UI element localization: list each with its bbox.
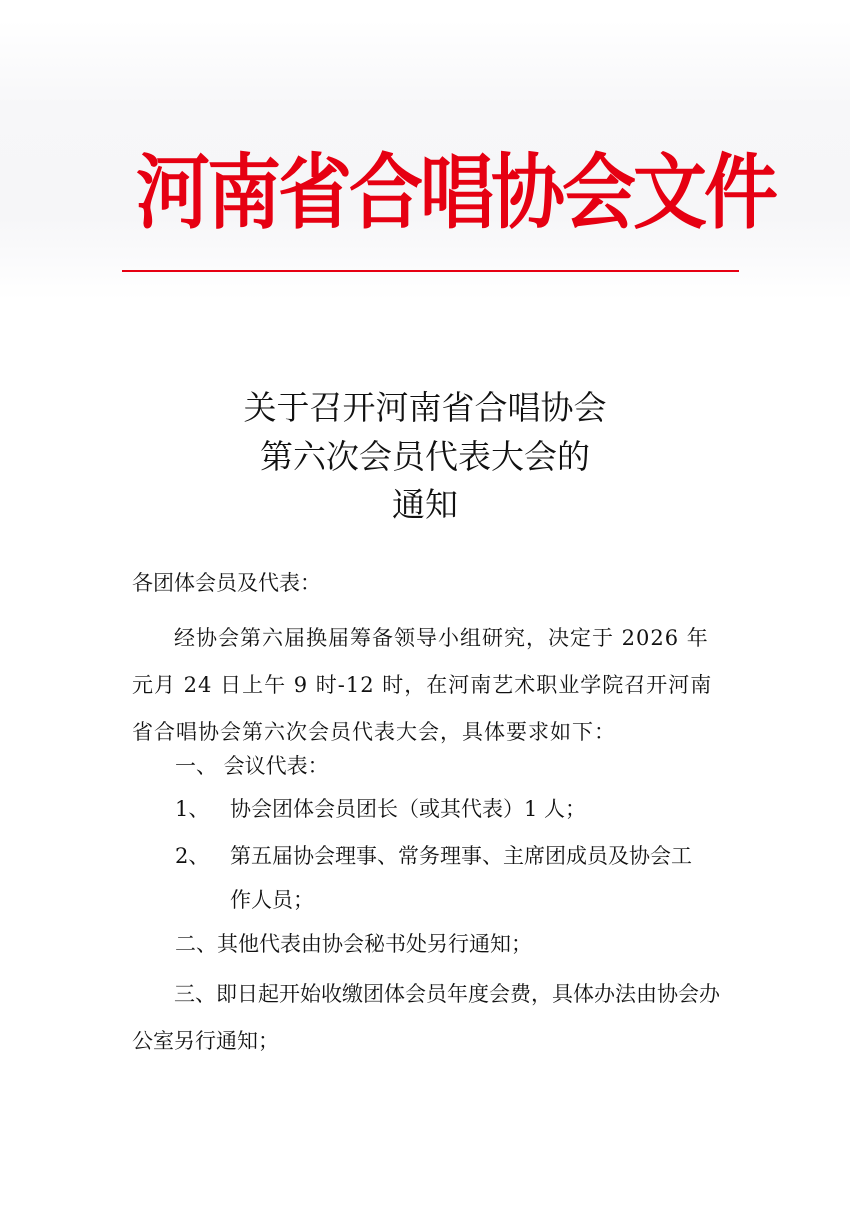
list-item xyxy=(175,841,692,871)
notice-title-line-3: 通知 xyxy=(392,485,458,524)
list-item-text: 第五届协会理事、常务理事、主席团成员及协会工 xyxy=(230,844,692,868)
section-2-text: 二、其他代表由协会秘书处另行通知； xyxy=(175,932,532,956)
list-item-text: 协会团体会员团长（或其代表）1 人； xyxy=(230,797,587,821)
masthead-title: 河南省合唱协会文件 xyxy=(136,145,775,241)
notice-title-line-1: 关于召开河南省合唱协会 xyxy=(243,388,607,427)
salutation: 各团体会员及代表： xyxy=(132,571,321,595)
red-divider-line xyxy=(122,270,739,272)
section-3-text: 三、即日起开始收缴团体会员年度会费，具体办法由协会办公室另行通知； xyxy=(132,982,720,1053)
list-item-continuation: 作人员； xyxy=(230,888,314,912)
list-item xyxy=(175,794,586,824)
section-1-heading: 一、 会议代表： xyxy=(175,754,329,778)
notice-title-line-2: 第六次会员代表大会的 xyxy=(260,437,590,476)
list-item-number: 2、 xyxy=(175,844,210,868)
paragraph-main: 经协会第六届换届筹备领导小组研究，决定于 2026 年元月 24 日上午 9 时-12 时，在河南艺术职业学院召开河南省合唱协会第六次会员代表大会，具体要求如下： xyxy=(132,626,713,744)
list-item-number: 1、 xyxy=(175,797,210,821)
